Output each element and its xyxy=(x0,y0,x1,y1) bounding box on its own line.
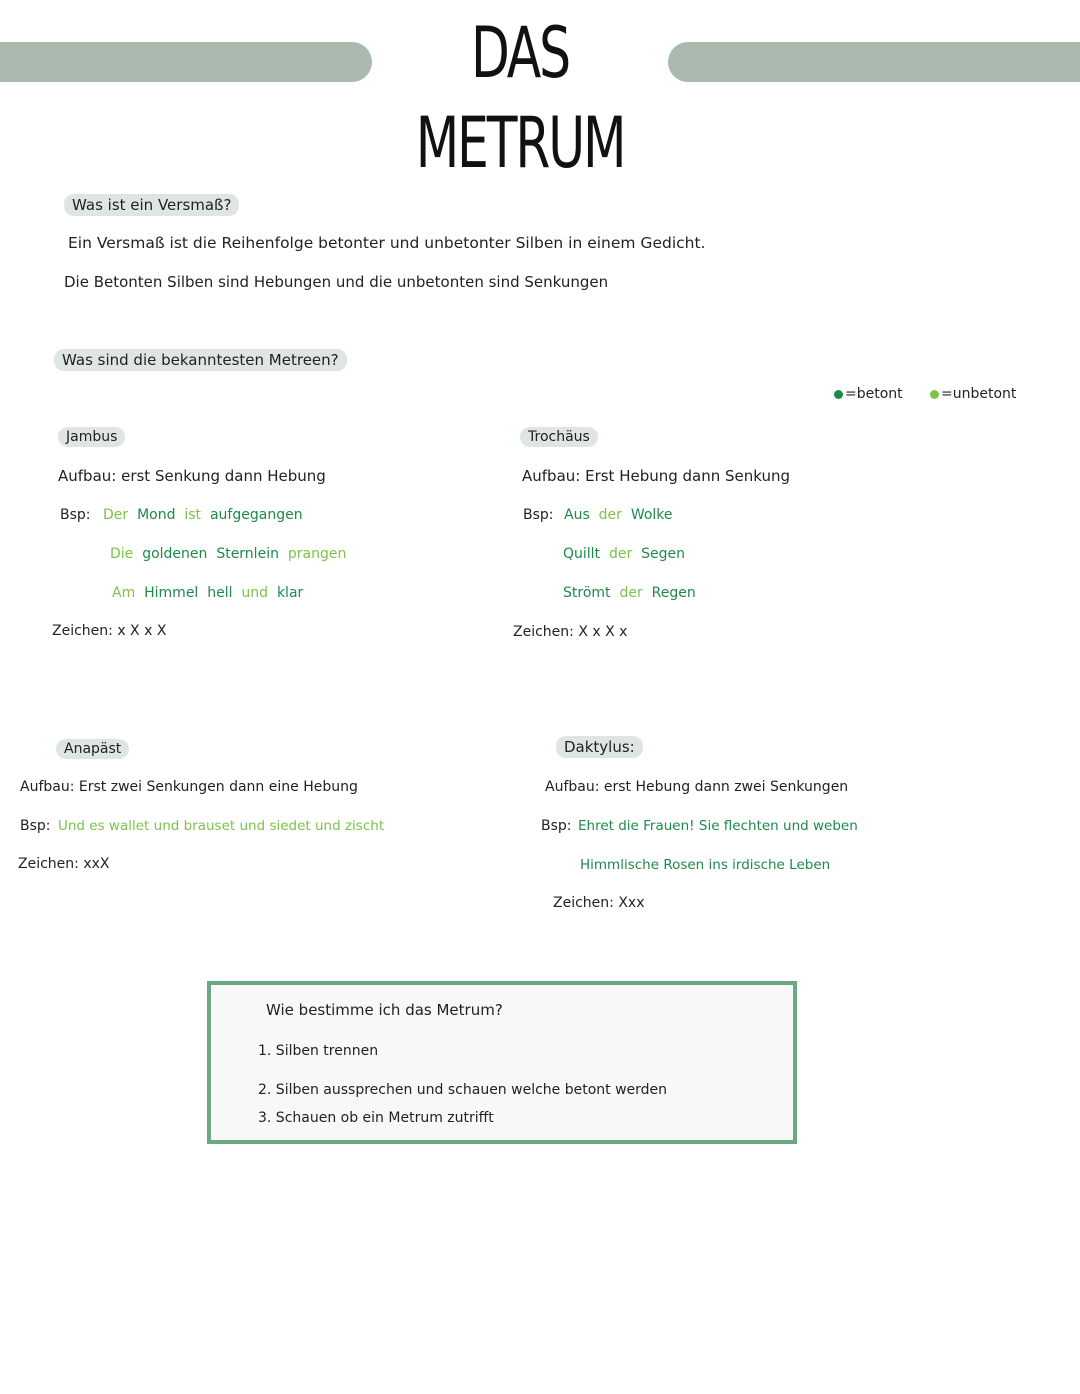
jambus-word: Der xyxy=(103,507,129,523)
jambus-zeichen: Zeichen: x X x X xyxy=(52,623,167,639)
anapaest-zeichen: Zeichen: xxX xyxy=(18,856,110,872)
anapaest-aufbau: Aufbau: Erst zwei Senkungen dann eine Hebung xyxy=(20,779,358,795)
trochaeus-zeichen: Zeichen: X x X x xyxy=(513,624,628,640)
legend-betont-dot xyxy=(834,390,843,399)
jambus-word: Sternlein xyxy=(216,546,279,562)
legend-unbetont-label: =unbetont xyxy=(941,386,1017,402)
header-bar-left xyxy=(0,42,372,82)
jambus-word: klar xyxy=(276,585,304,601)
daktylus-aufbau: Aufbau: erst Hebung dann zwei Senkungen xyxy=(545,779,849,795)
jambus-word: Himmel xyxy=(144,585,199,601)
trochaeus-word: Strömt xyxy=(563,585,611,601)
trochaeus-word: der xyxy=(619,585,643,601)
trochaeus-aufbau: Aufbau: Erst Hebung dann Senkung xyxy=(522,467,791,485)
howto-step-1: 1. Silben trennen xyxy=(258,1043,379,1059)
jambus-word: hell xyxy=(207,585,233,601)
daktylus-example-line-1: Ehret die Frauen! Sie flechten und weben xyxy=(578,818,858,834)
legend-betont xyxy=(834,386,903,402)
jambus-word: prangen xyxy=(287,546,347,562)
jambus-word: Mond xyxy=(137,507,176,523)
legend-unbetont xyxy=(930,386,1016,402)
jambus-example-line-3 xyxy=(112,585,303,601)
jambus-example-line-1 xyxy=(103,507,303,523)
jambus-word: aufgegangen xyxy=(209,507,303,523)
jambus-aufbau: Aufbau: erst Senkung dann Hebung xyxy=(58,467,326,485)
daktylus-bsp-label: Bsp: xyxy=(541,818,572,834)
jambus-heading: Jambus xyxy=(58,427,125,447)
howto-box xyxy=(207,981,797,1144)
daktylus-example-line-2: Himmlische Rosen ins irdische Leben xyxy=(580,857,831,873)
trochaeus-bsp-label: Bsp: xyxy=(523,507,554,523)
header-bar-right xyxy=(668,42,1080,82)
anapaest-example: Und es wallet und brauset und siedet und zischt xyxy=(58,818,385,834)
trochaeus-word: Wolke xyxy=(630,507,673,523)
jambus-example-line-2 xyxy=(110,546,346,562)
legend-betont-label: =betont xyxy=(845,386,903,402)
anapaest-heading: Anapäst xyxy=(56,739,129,759)
trochaeus-example-line-3 xyxy=(563,585,696,601)
jambus-word: ist xyxy=(184,507,202,523)
howto-step-3: 3. Schauen ob ein Metrum zutrifft xyxy=(258,1110,494,1126)
jambus-word: Am xyxy=(112,585,136,601)
trochaeus-word: Quillt xyxy=(563,546,601,562)
trochaeus-example-line-1 xyxy=(564,507,673,523)
trochaeus-heading: Trochäus xyxy=(520,427,598,447)
trochaeus-word: der xyxy=(608,546,633,562)
trochaeus-word: der xyxy=(598,507,622,523)
trochaeus-example-line-2 xyxy=(563,546,685,562)
legend-unbetont-dot xyxy=(930,390,939,399)
daktylus-zeichen: Zeichen: Xxx xyxy=(553,895,645,911)
daktylus-heading: Daktylus: xyxy=(556,736,643,758)
howto-question: Wie bestimme ich das Metrum? xyxy=(266,1001,503,1019)
trochaeus-word: Regen xyxy=(651,585,696,601)
trochaeus-word: Segen xyxy=(641,546,686,562)
jambus-word: und xyxy=(241,585,269,601)
versmass-question: Was ist ein Versmaß? xyxy=(64,194,239,216)
versmass-explanation: Die Betonten Silben sind Hebungen und die unbetonten sind Senkungen xyxy=(64,273,609,291)
howto-step-2: 2. Silben aussprechen und schauen welche betont werden xyxy=(258,1082,668,1098)
anapaest-bsp-label: Bsp: xyxy=(20,818,51,834)
trochaeus-word: Aus xyxy=(564,507,590,523)
jambus-word: Die xyxy=(110,546,134,562)
jambus-word: goldenen xyxy=(142,546,208,562)
page-title: DAS METRUM xyxy=(415,12,625,184)
jambus-bsp-label: Bsp: xyxy=(60,507,91,523)
versmass-definition: Ein Versmaß ist die Reihenfolge betonter und unbetonter Silben in einem Gedicht. xyxy=(68,234,706,252)
metren-question: Was sind die bekanntesten Metreen? xyxy=(54,349,347,371)
